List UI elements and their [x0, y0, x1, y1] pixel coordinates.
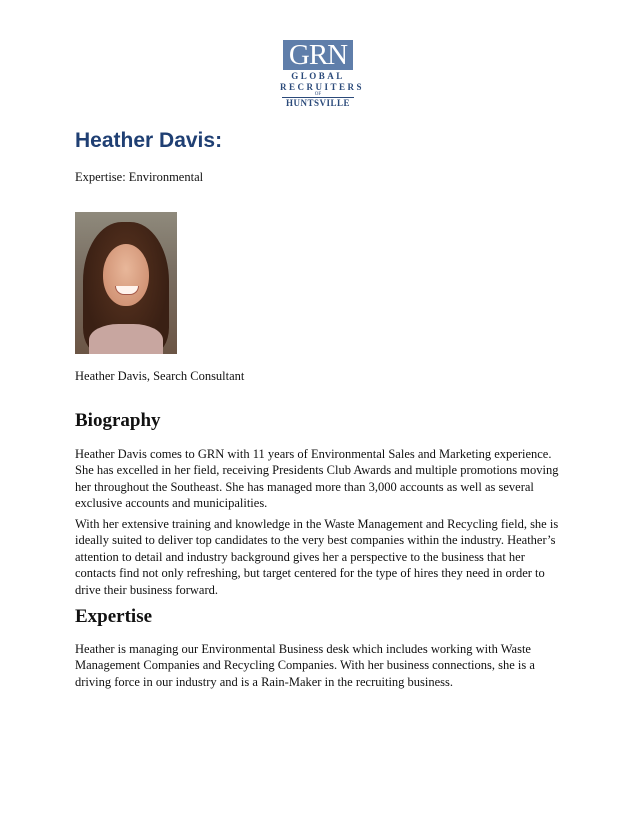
consultant-name: Heather Davis:: [75, 129, 223, 152]
expertise-heading: Expertise: [75, 606, 153, 627]
photo-caption: Heather Davis, Search Consultant: [75, 369, 245, 383]
logo-line-huntsville: HUNTSVILLE: [282, 97, 354, 108]
logo-line-recruiters: RECRUITERS: [280, 82, 365, 92]
logo-line-global: GLOBAL: [291, 71, 345, 81]
biography-heading: Biography: [75, 410, 161, 431]
biography-paragraph-1: Heather Davis comes to GRN with 11 years of Environmental Sales and Marketing experience. She has excelled in her field, receiving Presidents Club Awards and multiple promotions moving her throughout the Southeast. She has managed more than 3,000 accounts as well as several exclusive accounts and municipalities.: [75, 447, 559, 511]
logo-line-of: OF: [314, 92, 322, 97]
expertise-paragraph: Heather is managing our Environmental Business desk which includes working with Waste Management Companies and Recycling Companies. With her business connections, she is a driving force in our industry and is a Rain-Maker in the recruiting business.: [75, 642, 535, 689]
grn-logo: [280, 39, 365, 112]
profile-photo: [75, 212, 177, 354]
logo-mark: GRN: [283, 40, 353, 70]
biography-paragraph-2: With her extensive training and knowledge in the Waste Management and Recycling field, she is ideally suited to deliver top candidates to the very best companies within the industry. Heather’s attention to detail and industry background gives her a perspective to the business that her contacts find not only refreshing, but target centered for the type of hires they need in order to drive their business forward.: [75, 517, 559, 597]
expertise-summary: Expertise: Environmental: [75, 170, 204, 184]
